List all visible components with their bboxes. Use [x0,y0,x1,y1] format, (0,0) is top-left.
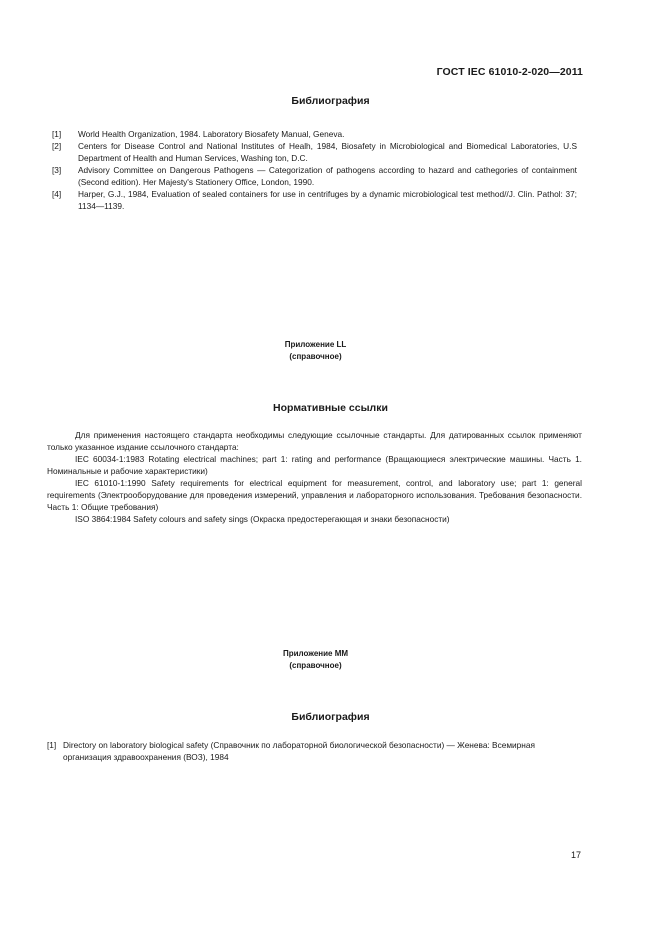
reference-number: [3] [52,165,62,175]
document-code: ГОСТ IEC 61010-2-020—2011 [436,66,583,78]
intro-paragraph: Для применения настоящего стандарта необходимы следующие ссылочные стандарты. Для датированных ссылок применяют только указанное издание ссылочного стандарта: [47,430,582,452]
reference-text: Directory on laboratory biological safety (Справочник по лабораторной биологической безопасности) — Женева: Всемирная организация здравоохранения (ВОЗ), 1984 [63,740,535,762]
reference-text: World Health Organization, 1984. Laboratory Biosafety Manual, Geneva. [78,129,345,139]
annex-mm-title: Приложение ММ [282,649,349,658]
standard-item: IEC 61010-1:1990 Safety requirements for electrical equipment for measurement, control, and laboratory use; part 1: general requirements (Электрооборудование для проведения измерений, управления и лабораторного использования. Требования безопасности. Часть 1: Общие требования) [47,478,582,512]
annex-ll-title: Приложение LL [284,340,347,349]
reference-text: Advisory Committee on Dangerous Pathogens — Categorization of pathogens according to hazard and cathegories of containment (Second edition). Her Majesty's Stationery Office, London, 1990. [78,165,577,187]
standard-item: IEC 60034-1:1983 Rotating electrical machines; part 1: rating and performance (Вращающиеся электрические машины. Часть 1. Номинальные и рабочие характеристики) [47,454,582,476]
reference-item [52,164,577,188]
reference-number: [1] [47,740,57,750]
reference-item [47,739,582,763]
reference-number: [4] [52,189,62,199]
reference-text: Centers for Disease Control and National Institutes of Healh, 1984, Biosafety in Microbiological and Biomedical Laboratories, U.S Department of Health and Human Services, Washing ton, D.C. [78,141,577,163]
normative-references-body [47,429,582,525]
annex-ll-subtitle: (справочное) [289,352,342,361]
reference-number: [1] [52,129,62,139]
annex-ll-heading [0,339,631,363]
bibliography-title: Библиография [291,95,370,107]
bibliography-title-2: Библиография [291,711,370,723]
page-number: 17 [570,850,581,860]
normative-references-title: Нормативные ссылки [273,402,388,414]
annex-mm-subtitle: (справочное) [289,661,342,670]
standard-item: ISO 3864:1984 Safety colours and safety sings (Окраска предостерегающая и знаки безопасности) [75,514,450,524]
reference-item [52,188,577,212]
reference-text: Harper, G.J., 1984, Evaluation of sealed containers for use in centrifuges by a dynamic microbiological test method//J. Clin. Pathol: 37; 1134—1139. [78,189,577,211]
annex-mm-heading [0,648,631,672]
reference-item [52,140,577,164]
reference-number: [2] [52,141,62,151]
reference-item [52,128,577,140]
